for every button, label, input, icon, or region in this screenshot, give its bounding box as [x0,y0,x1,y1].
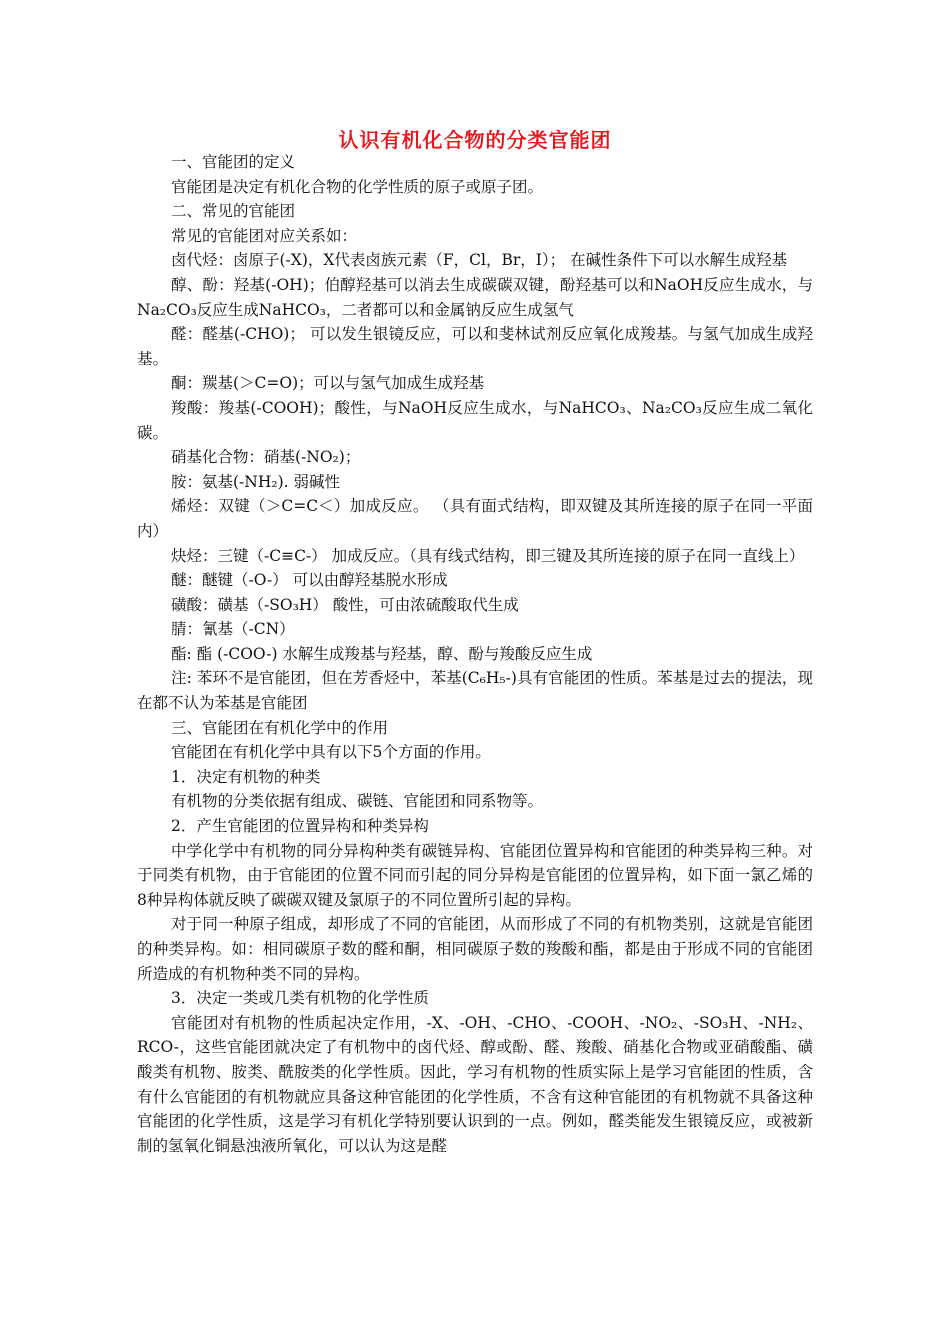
page-title: 认识有机化合物的分类官能团 [338,128,612,152]
paragraph: 对于同一种原子组成，却形成了不同的官能团，从而形成了不同的有机物类别，这就是官能团的种类异构。如：相同碳原子数的醛和酮，相同碳原子数的羧酸和酯，都是由于形成不同的官能团所造成的有机物种类不同的异构。 [137,915,813,983]
paragraph: 胺：氨基(-NH₂). 弱碱性 [171,472,340,491]
paragraph: 醚：醚键（-O-） 可以由醇羟基脱水形成 [171,571,448,590]
subheading: 3．决定一类或几类有机物的化学性质 [171,989,429,1008]
subheading: 1．决定有机物的种类 [171,767,321,786]
section-heading: 三、官能团在有机化学中的作用 [171,718,389,737]
paragraph: 磺酸：磺基（-SO₃H） 酸性，可由浓硫酸取代生成 [171,595,519,614]
paragraph: 烯烃：双键（＞C=C＜）加成反应。 （具有面式结构，即双键及其所连接的原子在同一平面内） [137,497,813,540]
paragraph: 官能团是决定有机化合物的化学性质的原子或原子团。 [171,177,544,196]
paragraph: 常见的官能团对应关系如： [171,226,358,245]
paragraph: 一、官能团的定义 [171,153,296,171]
paragraph: 酯: 酯 (-COO-) 水解生成羧基与羟基，醇、酚与羧酸反应生成 [171,644,593,663]
paragraph: 中学化学中有机物的同分异构种类有碳链异构、官能团位置异构和官能团的种类异构三种。对于同类有机物，由于官能团的位置不同而引起的同分异构是官能团的位置异构，如下面一氯乙烯的8种异构体就反映了碳碳双键及氯原子的不同位置所引起的异构。 [137,841,813,909]
subheading: 2．产生官能团的位置异构和种类异构 [171,817,429,836]
document-body [137,150,813,1158]
paragraph: 二、常见的官能团 [171,202,296,221]
paragraph: 醇、酚：羟基(-OH)；伯醇羟基可以消去生成碳碳双键，酚羟基可以和NaOH反应生成水，与Na₂CO₃反应生成NaHCO₃，二者都可以和金属钠反应生成氢气 [137,275,813,319]
paragraph: 官能团对有机物的性质起决定作用，-X、-OH、-CHO、-COOH、-NO₂、-SO₃H、-NH₂、RCO-，这些官能团就决定了有机物中的卤代烃、醇或酚、醛、羧酸、硝基化合物或亚硝酸酯、磺酸类有机物、胺类、酰胺类的化学性质。因此，学习有机物的性质实际上是学习官能团的性质，含有什么官能团的有机物就应具备这种官能团的化学性质，不含有这种官能团的有机物就不具备这种官能团的化学性质，这是学习有机化学特别要认识到的一点。例如，醛类能发生银镜反应，或被新制的氢氧化铜悬浊液所氧化，可以认为这是醛 [137,1013,813,1155]
paragraph: 腈：氰基（-CN） [171,620,295,639]
paragraph: 酮：羰基(＞C=O)；可以与氢气加成生成羟基 [171,374,485,393]
paragraph: 卤代烃：卤原子(-X)，X代表卤族元素（F，Cl，Br，I）； 在碱性条件下可以水解生成羟基 [171,251,788,270]
paragraph: 硝基化合物：硝基(-NO₂)； [171,448,361,467]
paragraph: 醛：醛基(-CHO)； 可以发生银镜反应，可以和斐林试剂反应氧化成羧基。与氢气加成生成羟基。 [137,325,813,368]
paragraph: 官能团在有机化学中具有以下5个方面的作用。 [171,743,491,762]
paragraph: 注: 苯环不是官能团，但在芳香烃中，苯基(C₆H₅-)具有官能团的性质。苯基是过去的提法，现在都不认为苯基是官能团 [137,669,813,713]
paragraph: 有机物的分类依据有组成、碳链、官能团和同系物等。 [171,792,544,811]
paragraph: 羧酸：羧基(-COOH)；酸性，与NaOH反应生成水，与NaHCO₃、Na₂CO₃反应生成二氧化碳。 [137,398,813,442]
paragraph: 炔烃：三键（-C≡C-） 加成反应。（具有线式结构，即三键及其所连接的原子在同一直线上） [171,546,805,565]
